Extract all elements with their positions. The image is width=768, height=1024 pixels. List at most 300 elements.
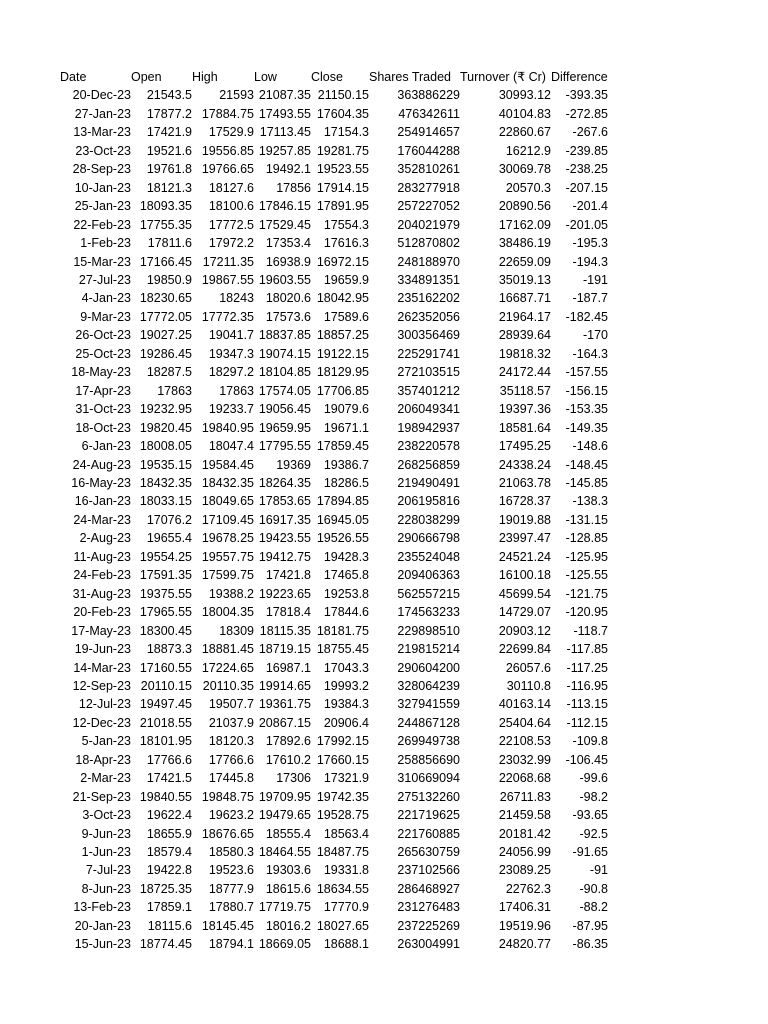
close-cell: 18487.75 bbox=[316, 845, 369, 860]
high-cell: 19233.7 bbox=[208, 402, 254, 417]
open-cell: 18093.35 bbox=[139, 199, 192, 214]
difference-cell: -113.15 bbox=[566, 697, 608, 712]
open-cell: 19655.4 bbox=[146, 531, 192, 546]
date-cell: 17-May-23 bbox=[71, 623, 131, 638]
close-cell: 18181.75 bbox=[316, 623, 369, 638]
turnover-cell: 20570.3 bbox=[505, 180, 551, 195]
open-cell: 17772.05 bbox=[139, 309, 192, 324]
difference-cell: -153.35 bbox=[565, 402, 608, 417]
date-cell: 24-Feb-23 bbox=[73, 568, 131, 583]
close-cell: 19671.1 bbox=[323, 420, 369, 435]
difference-cell: -86.35 bbox=[572, 937, 608, 952]
table-row bbox=[60, 751, 608, 769]
high-cell: 19523.6 bbox=[208, 863, 254, 878]
turnover-cell: 19818.32 bbox=[498, 346, 551, 361]
turnover-cell: 16100.18 bbox=[498, 568, 551, 583]
open-cell: 18432.35 bbox=[139, 475, 192, 490]
turnover-cell: 30993.12 bbox=[498, 88, 551, 103]
high-cell: 18297.2 bbox=[208, 365, 254, 380]
low-cell: 19074.15 bbox=[258, 346, 311, 361]
data-table bbox=[60, 68, 608, 954]
close-cell: 17914.15 bbox=[316, 180, 369, 195]
difference-cell: -148.45 bbox=[565, 457, 608, 472]
date-cell: 31-Aug-23 bbox=[72, 586, 131, 601]
table-row bbox=[60, 788, 608, 806]
difference-cell: -207.15 bbox=[565, 180, 608, 195]
difference-cell: -131.15 bbox=[565, 512, 608, 527]
date-cell: 26-Oct-23 bbox=[75, 328, 131, 343]
date-cell: 27-Jul-23 bbox=[78, 272, 131, 287]
open-cell: 18579.4 bbox=[146, 845, 192, 860]
close-cell: 18129.95 bbox=[316, 365, 369, 380]
turnover-cell: 19519.96 bbox=[498, 918, 551, 933]
table-row bbox=[60, 400, 608, 418]
turnover-cell: 21459.58 bbox=[498, 808, 551, 823]
table-row bbox=[60, 511, 608, 529]
open-cell: 19027.25 bbox=[139, 328, 192, 343]
close-cell: 19122.15 bbox=[316, 346, 369, 361]
table-row bbox=[60, 308, 608, 326]
difference-cell: -164.3 bbox=[572, 346, 608, 361]
date-cell: 18-Apr-23 bbox=[75, 752, 131, 767]
close-cell: 17894.85 bbox=[316, 494, 369, 509]
high-cell: 19766.65 bbox=[201, 162, 254, 177]
low-cell: 17421.8 bbox=[265, 568, 311, 583]
date-cell: 11-Aug-23 bbox=[73, 549, 131, 564]
turnover-cell: 26711.83 bbox=[499, 789, 551, 804]
date-cell: 1-Jun-23 bbox=[81, 845, 131, 860]
turnover-cell: 16687.71 bbox=[498, 291, 551, 306]
low-cell: 18264.35 bbox=[258, 475, 311, 490]
column-header-turnover: Turnover (₹ Cr) bbox=[460, 70, 546, 84]
high-cell: 17224.65 bbox=[201, 660, 254, 675]
table-row bbox=[60, 345, 608, 363]
shares-traded-cell: 334891351 bbox=[397, 272, 460, 287]
turnover-cell: 24521.24 bbox=[498, 549, 551, 564]
low-cell: 17719.75 bbox=[258, 900, 311, 915]
open-cell: 17811.6 bbox=[147, 236, 192, 251]
shares-traded-cell: 300356469 bbox=[397, 328, 460, 343]
difference-cell: -272.85 bbox=[565, 106, 608, 121]
shares-traded-cell: 265630759 bbox=[397, 845, 460, 860]
open-cell: 19422.8 bbox=[146, 863, 192, 878]
high-cell: 18145.45 bbox=[201, 918, 254, 933]
turnover-cell: 24172.44 bbox=[498, 365, 551, 380]
close-cell: 17891.95 bbox=[316, 199, 369, 214]
high-cell: 19584.45 bbox=[201, 457, 254, 472]
low-cell: 18104.85 bbox=[258, 365, 311, 380]
low-cell: 18615.6 bbox=[265, 881, 311, 896]
open-cell: 17877.2 bbox=[146, 106, 192, 121]
turnover-cell: 26057.6 bbox=[505, 660, 551, 675]
turnover-cell: 24338.24 bbox=[498, 457, 551, 472]
low-cell: 18555.4 bbox=[265, 826, 311, 841]
turnover-cell: 25404.64 bbox=[498, 715, 551, 730]
close-cell: 19386.7 bbox=[323, 457, 369, 472]
close-cell: 19079.6 bbox=[323, 402, 369, 417]
shares-traded-cell: 198942937 bbox=[397, 420, 460, 435]
table-row bbox=[60, 419, 608, 437]
high-cell: 18120.3 bbox=[208, 734, 254, 749]
open-cell: 21018.55 bbox=[139, 715, 192, 730]
low-cell: 17529.45 bbox=[258, 217, 311, 232]
date-cell: 1-Feb-23 bbox=[80, 236, 131, 251]
difference-cell: -170 bbox=[582, 328, 608, 343]
shares-traded-cell: 229898510 bbox=[397, 623, 460, 638]
low-cell: 19603.55 bbox=[258, 272, 311, 287]
difference-cell: -194.3 bbox=[572, 254, 608, 269]
open-cell: 19820.45 bbox=[139, 420, 192, 435]
difference-cell: -182.45 bbox=[565, 309, 608, 324]
difference-cell: -106.45 bbox=[565, 752, 608, 767]
table-row bbox=[60, 677, 608, 695]
close-cell: 18634.55 bbox=[316, 881, 369, 896]
high-cell: 17972.2 bbox=[208, 236, 254, 251]
low-cell: 19412.75 bbox=[258, 549, 311, 564]
high-cell: 18047.4 bbox=[208, 439, 254, 454]
close-cell: 19331.8 bbox=[323, 863, 369, 878]
turnover-cell: 21964.17 bbox=[498, 309, 551, 324]
date-cell: 13-Feb-23 bbox=[73, 900, 131, 915]
table-row bbox=[60, 86, 608, 104]
table-row bbox=[60, 474, 608, 492]
table-row bbox=[60, 179, 608, 197]
high-cell: 17772.35 bbox=[201, 309, 254, 324]
close-cell: 19523.55 bbox=[316, 162, 369, 177]
low-cell: 19492.1 bbox=[265, 162, 311, 177]
turnover-cell: 22108.53 bbox=[498, 734, 551, 749]
high-cell: 19623.2 bbox=[208, 808, 254, 823]
table-row bbox=[60, 123, 608, 141]
shares-traded-cell: 225291741 bbox=[397, 346, 460, 361]
table-row bbox=[60, 363, 608, 381]
open-cell: 19286.45 bbox=[139, 346, 192, 361]
table-row bbox=[60, 898, 608, 916]
turnover-cell: 23032.99 bbox=[498, 752, 551, 767]
table-row bbox=[60, 566, 608, 584]
shares-traded-cell: 244867128 bbox=[397, 715, 460, 730]
shares-traded-cell: 254914657 bbox=[397, 125, 460, 140]
turnover-cell: 22699.84 bbox=[498, 642, 551, 657]
low-cell: 18464.55 bbox=[258, 845, 311, 860]
table-row bbox=[60, 216, 608, 234]
low-cell: 17493.55 bbox=[258, 106, 311, 121]
high-cell: 17599.75 bbox=[201, 568, 254, 583]
table-row bbox=[60, 529, 608, 547]
close-cell: 16945.05 bbox=[316, 512, 369, 527]
open-cell: 21543.5 bbox=[146, 88, 192, 103]
shares-traded-cell: 228038299 bbox=[397, 512, 460, 527]
table-row bbox=[60, 289, 608, 307]
date-cell: 19-Jun-23 bbox=[74, 642, 131, 657]
high-cell: 17211.35 bbox=[202, 254, 254, 269]
open-cell: 17965.55 bbox=[139, 605, 192, 620]
turnover-cell: 17495.25 bbox=[498, 439, 551, 454]
turnover-cell: 22762.3 bbox=[505, 881, 551, 896]
open-cell: 19497.45 bbox=[139, 697, 192, 712]
table-row bbox=[60, 326, 608, 344]
close-cell: 17554.3 bbox=[323, 217, 369, 232]
table-row bbox=[60, 603, 608, 621]
turnover-cell: 20903.12 bbox=[498, 623, 551, 638]
difference-cell: -149.35 bbox=[565, 420, 608, 435]
open-cell: 19761.8 bbox=[146, 162, 192, 177]
high-cell: 18432.35 bbox=[201, 475, 254, 490]
low-cell: 19257.85 bbox=[258, 143, 311, 158]
difference-cell: -98.2 bbox=[579, 789, 608, 804]
close-cell: 19742.35 bbox=[316, 789, 369, 804]
low-cell: 18669.05 bbox=[258, 937, 311, 952]
shares-traded-cell: 290666798 bbox=[397, 531, 460, 546]
open-cell: 19840.55 bbox=[139, 789, 192, 804]
table-row bbox=[60, 382, 608, 400]
turnover-cell: 35019.13 bbox=[498, 272, 551, 287]
column-header-close: Close bbox=[311, 70, 343, 84]
open-cell: 18873.3 bbox=[146, 642, 192, 657]
low-cell: 17818.4 bbox=[265, 605, 311, 620]
low-cell: 19914.65 bbox=[258, 678, 311, 693]
date-cell: 4-Jan-23 bbox=[81, 291, 131, 306]
high-cell: 18004.35 bbox=[201, 605, 254, 620]
low-cell: 17856 bbox=[276, 180, 311, 195]
shares-traded-cell: 310669094 bbox=[397, 771, 460, 786]
low-cell: 19223.65 bbox=[258, 586, 311, 601]
close-cell: 17465.8 bbox=[323, 568, 369, 583]
high-cell: 19867.55 bbox=[201, 272, 254, 287]
table-row bbox=[60, 456, 608, 474]
table-body bbox=[60, 86, 608, 953]
table-row bbox=[60, 861, 608, 879]
shares-traded-cell: 290604200 bbox=[397, 660, 460, 675]
close-cell: 17844.6 bbox=[323, 605, 369, 620]
table-row bbox=[60, 197, 608, 215]
close-cell: 17616.3 bbox=[323, 236, 369, 251]
low-cell: 16917.35 bbox=[258, 512, 311, 527]
difference-cell: -117.25 bbox=[566, 660, 608, 675]
difference-cell: -148.6 bbox=[572, 439, 608, 454]
date-cell: 24-Mar-23 bbox=[73, 512, 131, 527]
column-header-low: Low bbox=[254, 70, 277, 84]
turnover-cell: 18581.64 bbox=[498, 420, 551, 435]
turnover-cell: 22860.67 bbox=[498, 125, 551, 140]
turnover-cell: 40163.14 bbox=[498, 697, 551, 712]
high-cell: 19840.95 bbox=[201, 420, 254, 435]
difference-cell: -187.7 bbox=[572, 291, 608, 306]
difference-cell: -157.55 bbox=[565, 365, 608, 380]
difference-cell: -267.6 bbox=[572, 125, 608, 140]
low-cell: 17353.4 bbox=[265, 236, 311, 251]
table-row bbox=[60, 880, 608, 898]
turnover-cell: 16212.9 bbox=[505, 143, 551, 158]
turnover-cell: 35118.57 bbox=[499, 383, 551, 398]
low-cell: 17306 bbox=[276, 771, 311, 786]
low-cell: 18020.6 bbox=[265, 291, 311, 306]
difference-cell: -238.25 bbox=[565, 162, 608, 177]
date-cell: 25-Oct-23 bbox=[75, 346, 131, 361]
open-cell: 17166.45 bbox=[139, 254, 192, 269]
shares-traded-cell: 206195816 bbox=[397, 494, 460, 509]
date-cell: 31-Oct-23 bbox=[75, 402, 131, 417]
date-cell: 18-Oct-23 bbox=[75, 420, 131, 435]
date-cell: 10-Jan-23 bbox=[74, 180, 131, 195]
low-cell: 18837.85 bbox=[258, 328, 311, 343]
high-cell: 19347.3 bbox=[208, 346, 254, 361]
low-cell: 19659.95 bbox=[258, 420, 311, 435]
shares-traded-cell: 258856690 bbox=[397, 752, 460, 767]
date-cell: 17-Apr-23 bbox=[75, 383, 131, 398]
turnover-cell: 17162.09 bbox=[498, 217, 551, 232]
shares-traded-cell: 237225269 bbox=[397, 918, 460, 933]
table-row bbox=[60, 585, 608, 603]
shares-traded-cell: 219490491 bbox=[397, 475, 460, 490]
open-cell: 17766.6 bbox=[146, 752, 192, 767]
high-cell: 18777.9 bbox=[208, 881, 254, 896]
close-cell: 19428.3 bbox=[323, 549, 369, 564]
difference-cell: -90.8 bbox=[579, 881, 608, 896]
shares-traded-cell: 209406363 bbox=[397, 568, 460, 583]
open-cell: 17863 bbox=[157, 383, 192, 398]
date-cell: 28-Sep-23 bbox=[72, 162, 131, 177]
date-cell: 5-Jan-23 bbox=[81, 734, 131, 749]
low-cell: 19056.45 bbox=[258, 402, 311, 417]
date-cell: 22-Feb-23 bbox=[73, 217, 131, 232]
difference-cell: -125.55 bbox=[565, 568, 608, 583]
low-cell: 17795.55 bbox=[258, 439, 311, 454]
date-cell: 20-Jan-23 bbox=[74, 918, 131, 933]
close-cell: 19659.9 bbox=[323, 272, 369, 287]
shares-traded-cell: 286468927 bbox=[397, 881, 460, 896]
difference-cell: -93.65 bbox=[572, 808, 608, 823]
high-cell: 18676.65 bbox=[201, 826, 254, 841]
shares-traded-cell: 237102566 bbox=[397, 863, 460, 878]
date-cell: 20-Dec-23 bbox=[72, 88, 131, 103]
open-cell: 17859.1 bbox=[146, 900, 192, 915]
close-cell: 18857.25 bbox=[316, 328, 369, 343]
shares-traded-cell: 221760885 bbox=[397, 826, 460, 841]
low-cell: 18719.15 bbox=[258, 642, 311, 657]
turnover-cell: 24056.99 bbox=[498, 845, 551, 860]
turnover-cell: 14729.07 bbox=[498, 605, 551, 620]
date-cell: 15-Jun-23 bbox=[74, 937, 131, 952]
open-cell: 17591.35 bbox=[139, 568, 192, 583]
difference-cell: -109.8 bbox=[572, 734, 608, 749]
close-cell: 19253.8 bbox=[323, 586, 369, 601]
difference-cell: -87.95 bbox=[572, 918, 608, 933]
table-row bbox=[60, 769, 608, 787]
table-header bbox=[60, 68, 608, 86]
close-cell: 18286.5 bbox=[323, 475, 369, 490]
low-cell: 17573.6 bbox=[265, 309, 311, 324]
close-cell: 17154.3 bbox=[323, 125, 369, 140]
date-cell: 20-Feb-23 bbox=[73, 605, 131, 620]
high-cell: 21593 bbox=[219, 88, 254, 103]
date-cell: 21-Sep-23 bbox=[72, 789, 131, 804]
table-row bbox=[60, 105, 608, 123]
high-cell: 17766.6 bbox=[208, 752, 254, 767]
shares-traded-cell: 174563233 bbox=[397, 605, 460, 620]
open-cell: 18121.3 bbox=[146, 180, 192, 195]
open-cell: 17160.55 bbox=[139, 660, 192, 675]
shares-traded-cell: 238220578 bbox=[397, 439, 460, 454]
shares-traded-cell: 231276483 bbox=[397, 900, 460, 915]
open-cell: 18033.15 bbox=[139, 494, 192, 509]
shares-traded-cell: 476342611 bbox=[398, 106, 460, 121]
difference-cell: -92.5 bbox=[579, 826, 608, 841]
open-cell: 19521.6 bbox=[146, 143, 192, 158]
shares-traded-cell: 283277918 bbox=[397, 180, 460, 195]
low-cell: 17892.6 bbox=[265, 734, 311, 749]
date-cell: 16-May-23 bbox=[71, 475, 131, 490]
date-cell: 9-Mar-23 bbox=[80, 309, 131, 324]
open-cell: 19232.95 bbox=[139, 402, 192, 417]
difference-cell: -88.2 bbox=[579, 900, 608, 915]
low-cell: 21087.35 bbox=[258, 88, 311, 103]
table-row bbox=[60, 917, 608, 935]
date-cell: 3-Oct-23 bbox=[82, 808, 131, 823]
turnover-cell: 23997.47 bbox=[498, 531, 551, 546]
table-row bbox=[60, 271, 608, 289]
high-cell: 19388.2 bbox=[208, 586, 254, 601]
shares-traded-cell: 206049341 bbox=[397, 402, 460, 417]
high-cell: 20110.35 bbox=[202, 678, 254, 693]
difference-cell: -121.75 bbox=[565, 586, 608, 601]
difference-cell: -191 bbox=[582, 272, 608, 287]
low-cell: 17113.45 bbox=[259, 125, 311, 140]
close-cell: 17706.85 bbox=[316, 383, 369, 398]
column-header-open: Open bbox=[131, 70, 162, 84]
low-cell: 17574.05 bbox=[258, 383, 311, 398]
difference-cell: -112.15 bbox=[566, 715, 608, 730]
close-cell: 17660.15 bbox=[316, 752, 369, 767]
close-cell: 19528.75 bbox=[316, 808, 369, 823]
close-cell: 18042.95 bbox=[316, 291, 369, 306]
header-row bbox=[60, 68, 608, 86]
column-header-date: Date bbox=[60, 70, 87, 84]
date-cell: 25-Jan-23 bbox=[74, 199, 131, 214]
turnover-cell: 28939.64 bbox=[498, 328, 551, 343]
table-row bbox=[60, 234, 608, 252]
difference-cell: -125.95 bbox=[565, 549, 608, 564]
close-cell: 18688.1 bbox=[323, 937, 369, 952]
open-cell: 18101.95 bbox=[139, 734, 192, 749]
date-cell: 12-Dec-23 bbox=[72, 715, 131, 730]
turnover-cell: 24820.77 bbox=[498, 937, 551, 952]
date-cell: 12-Jul-23 bbox=[78, 697, 131, 712]
shares-traded-cell: 248188970 bbox=[397, 254, 460, 269]
shares-traded-cell: 357401212 bbox=[397, 383, 460, 398]
high-cell: 18580.3 bbox=[208, 845, 254, 860]
low-cell: 17610.2 bbox=[265, 752, 311, 767]
open-cell: 17421.9 bbox=[146, 125, 192, 140]
difference-cell: -145.85 bbox=[565, 475, 608, 490]
difference-cell: -116.95 bbox=[566, 678, 608, 693]
turnover-cell: 40104.83 bbox=[498, 106, 551, 121]
open-cell: 20110.15 bbox=[140, 678, 192, 693]
date-cell: 13-Mar-23 bbox=[73, 125, 131, 140]
low-cell: 19361.75 bbox=[258, 697, 311, 712]
close-cell: 19526.55 bbox=[316, 531, 369, 546]
close-cell: 17604.35 bbox=[316, 106, 369, 121]
table-row bbox=[60, 825, 608, 843]
difference-cell: -195.3 bbox=[572, 236, 608, 251]
turnover-cell: 20181.42 bbox=[498, 826, 551, 841]
difference-cell: -201.05 bbox=[565, 217, 608, 232]
column-header-difference: Difference bbox=[551, 70, 608, 84]
low-cell: 17853.65 bbox=[258, 494, 311, 509]
table-row bbox=[60, 843, 608, 861]
turnover-cell: 30110.8 bbox=[506, 678, 551, 693]
table-row bbox=[60, 548, 608, 566]
